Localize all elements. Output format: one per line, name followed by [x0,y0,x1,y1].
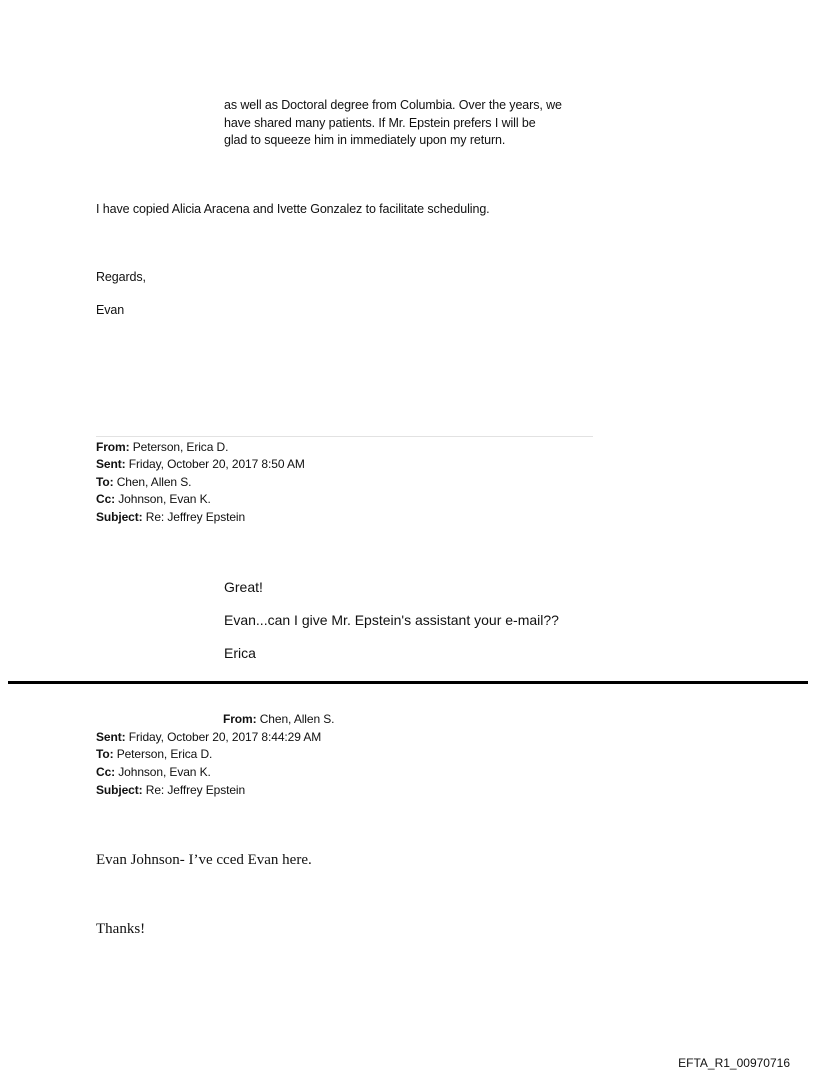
message-two-line-2: Evan...can I give Mr. Epstein's assistant your e-mail?? [224,612,559,628]
sent-value: Friday, October 20, 2017 8:50 AM [128,457,305,471]
subject-value: Re: Jeffrey Epstein [145,510,246,524]
quoted-line-1: as well as Doctoral degree from Columbia. Over the years, we [224,98,562,112]
message-two-line-3: Erica [224,645,256,661]
cc-value: Johnson, Evan K. [118,492,211,506]
message-one-body: I have copied Alicia Aracena and Ivette Gonzalez to facilitate scheduling. [96,202,490,216]
sent-label: Sent: [96,730,126,744]
header-two-subject [96,782,245,800]
header-one-to [96,474,191,492]
thread-separator [8,681,808,684]
from-label: From: [96,440,130,454]
from-value: Chen, Allen S. [259,712,335,726]
sent-label: Sent: [96,457,126,471]
to-value: Peterson, Erica D. [116,747,213,761]
message-one-closing: Regards, [96,270,146,284]
message-one-signature: Evan [96,303,125,317]
message-three-line-1: Evan Johnson- I’ve cced Evan here. [96,852,312,868]
from-label: From: [223,712,257,726]
quoted-line-3: glad to squeeze him in immediately upon my return. [224,133,506,147]
header-two-to [96,746,212,764]
cc-value: Johnson, Evan K. [118,765,211,779]
header-one-subject [96,509,245,527]
document-id: EFTA_R1_00970716 [678,1056,790,1070]
cc-label: Cc: [96,492,116,506]
header-one-sent [96,456,305,474]
header-two-cc [96,764,211,782]
subject-value: Re: Jeffrey Epstein [145,783,246,797]
header-one-from [96,439,228,457]
header-divider [96,436,593,437]
header-one-cc [96,491,211,509]
subject-label: Subject: [96,510,143,524]
header-two-from [223,711,334,729]
message-two-line-1: Great! [224,579,263,595]
message-three-line-2: Thanks! [96,921,146,937]
to-label: To: [96,747,114,761]
from-value: Peterson, Erica D. [132,440,229,454]
subject-label: Subject: [96,783,143,797]
cc-label: Cc: [96,765,116,779]
to-label: To: [96,475,114,489]
sent-value: Friday, October 20, 2017 8:44:29 AM [128,730,322,744]
quoted-line-2: have shared many patients. If Mr. Epstein prefers I will be [224,116,536,130]
header-two-sent [96,729,321,747]
to-value: Chen, Allen S. [116,475,192,489]
